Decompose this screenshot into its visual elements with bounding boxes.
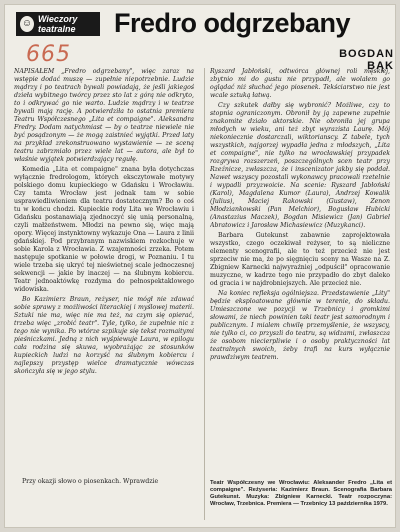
production-credits: Teatr Współczesny we Wrocławiu: Aleksander Fredro „Lita et compaigne". Reżyseria: Kazimierz Braun. Scenografia Barbara Gutekunst. Muzyka: Zbigniew Karnecki. Teatr rozpoczyna: Wrocław, Trzebnica. Premiera — Trzebnicy 13 października 1979. bbox=[210, 480, 392, 507]
article-column-left bbox=[14, 68, 194, 474]
column-divider bbox=[204, 68, 205, 520]
article-author: BOGDAN BĄK bbox=[339, 48, 394, 72]
newspaper-clipping bbox=[4, 4, 396, 528]
paragraph: Ryszard Jabłoński, odtwórca głównej roli męskiej, zbytnio mi do gustu nie przypadł, ale wolałem go oglądać niż słuchać jego piosenek. Tekściarstwo nie jest wcale sztuką łatwą. bbox=[210, 68, 390, 99]
paragraph: Barbara Gutekunst zabawnie zaprojektowała wszystko, czego oczekiwał reżyser, to są nieliczne elementy scenografii, ale to też przecież nie jest sprzeciw nie ma, że po sięgnięciu sceny na Wasze na Z. Zbigniew Karnecki najwyraźniej „odpuścił" opracowanie muzyczne, w kadrze tego nie przypadło do zbyt daleko od gracia i w najdrobniejszych. Ale przecież nie. bbox=[210, 232, 390, 287]
paragraph: Komedia „Lita et compaigne" znana była dotychczas wyłącznie fredrologom, których eksczytowałe motywy polskiego domu kupieckiego w Gdańsku i Wrocławiu. Czy tamta Wrocław jest jednak tam w sobie usprawiedliwieniem dla teatru dostatecznym? Bo o coś tu w końcu chodzi. Kupieckie rody Lita we Wrocławiu i Gdańsku postanawiają zjednoczyć się unią personalną, czyli małżeństwem. Młodzi na pewno się, więc mają opory. Więcej instynktowny wykazuje Ona — Laura z linii gdańskiej. Pod przybranym nazwiskiem rozkochuje w sobie Karola z Wrocławia. Z wzajemności zrzeka. Potem następuje spotkanie w połowie drogi, w Poznaniu. I tu wiele trzeba się ukryć tej nieświetnej scale jednoczesnej sekwencji — jakie by inaczej — na ślubnym kobiercu. Teatr jednoaktówkę rozdyma do pełnospektaklowego widowiska. bbox=[14, 166, 194, 293]
paragraph: Na koniec refleksja ogólniejsza. Przedstawienie „Lity" będzie eksploatowane głównie w terenie, do składu. Umieszczone we pozycji w Trzebnicy i gromkimi słowami, że niech powinien taki teatr jest samorodnym i publicznym. I mialem chwilę przemyślenie, że wszyscy, nie tylko ci, co przyszli do teatru, są widzami, zwłaszcza że osobom niecierpliwie i o osoby praktyczności lat teatralnych swoich, żeby trafi na kurs wyłącznie prawdziwym teatrem. bbox=[210, 290, 390, 361]
article-column-right bbox=[210, 68, 390, 474]
section-logo bbox=[16, 12, 100, 36]
article-title: Fredro odgrzebany bbox=[114, 8, 351, 38]
paragraph: NAPISAŁEM „Fredro odgrzebany", więc zaraz na wstępie dodać muszę — zupełnie niepotrzebnie. Ludzie mądrzy i po teatrach bywali powiadają, że jeśli jakiegoś dzieła wybitnego twórcy przez sto lat z górą nie odkryto, to i odkrywać go nie warto. Ludzie mądrzy i w teatrze bywali mają rację. A potwierdziła to ostatnia premiera Teatru Współczesnego „Lita et compaigne". Aleksandra Fredry. Dodam natychmiast — by o teatrze niewiele nie być posądzonym — że mogą zaistnieć wyjątki. Przed laty na przykład zrekonstruowano wystawienie — ze sceną teatru zabrzmiało przez wiele lat — autora, ale był to właśnie wyjątek potwierdzający regułę. bbox=[14, 68, 194, 163]
paragraph: Bo Kazimierz Braun, reżyser, nie mógł nie zdawać sobie sprawy z możliwości literackiej i myślowej materii. Sztuki nie ma, więc nie ma też, na czym się opierać, trzeba więc „zrobić teatr". Tyle, tylko, że zupełnie nic z tego nie wynika. Po wtórze szpikuje się tekst rozmaitymi pieśniczkami. Jedną z nich wyśpiewuje Laura, w epilogu cała rodzina się skuwa, wyobrażając ze stosunków kupieckich ludzi na korzyść na ślubnym kobiercu i najlepszy przystęp wielce dramatycznie wówczas skończyła się w jego stylu. bbox=[14, 296, 194, 375]
paragraph: Przy okazji słowo o piosenkach. Wprawdzie bbox=[22, 478, 159, 485]
theatre-mask-icon: ☺ bbox=[20, 16, 34, 32]
archive-number-stamp: 665 bbox=[26, 42, 71, 67]
article-column-left-end bbox=[14, 478, 194, 520]
section-logo-text: Wieczory teatralne bbox=[38, 14, 78, 34]
paragraph: Czy szkutek dałby się wybronić? Możliwe, czy to stopnia ograniczonym. Obronił by ją zapewne zupełnie znakomite działo aktorskie. Nie obroniła jej grupa młodych w wieku, ani też zbyt wyrazista Laurę. Mój niekoniecznie dostarczali, wiktorianscy. Z tabele, tych wszystkich, najgorzej wypadła jedna z młodszych, „Lita et compaigne", nie tylko na wrocławskiej przypadek rozgrywa rozszerzeń, poszczególnych scen teatr przy Rzeźnicze, zwłaszcza, że i inscenizator jakby się poddał. Nawet wszyscy pozostali wykonawcy pracowali rzetelnie i wypadli przyzwoicie. Na scenie: Ryszard Jabłoński (Karol), Magdalena Kumor (Laura), Andrzej Kowalik (Julius), Maciej Rakowski (Gustaw), Zenon Młodziankowski (Pan Melchior), Bogusław Hubicki (Anastazius Maczek), Bogdan Misiewicz (Jan) Gabriel Abratowicz i Jarosław Michasiewicz (Muzykanci). bbox=[210, 102, 390, 229]
